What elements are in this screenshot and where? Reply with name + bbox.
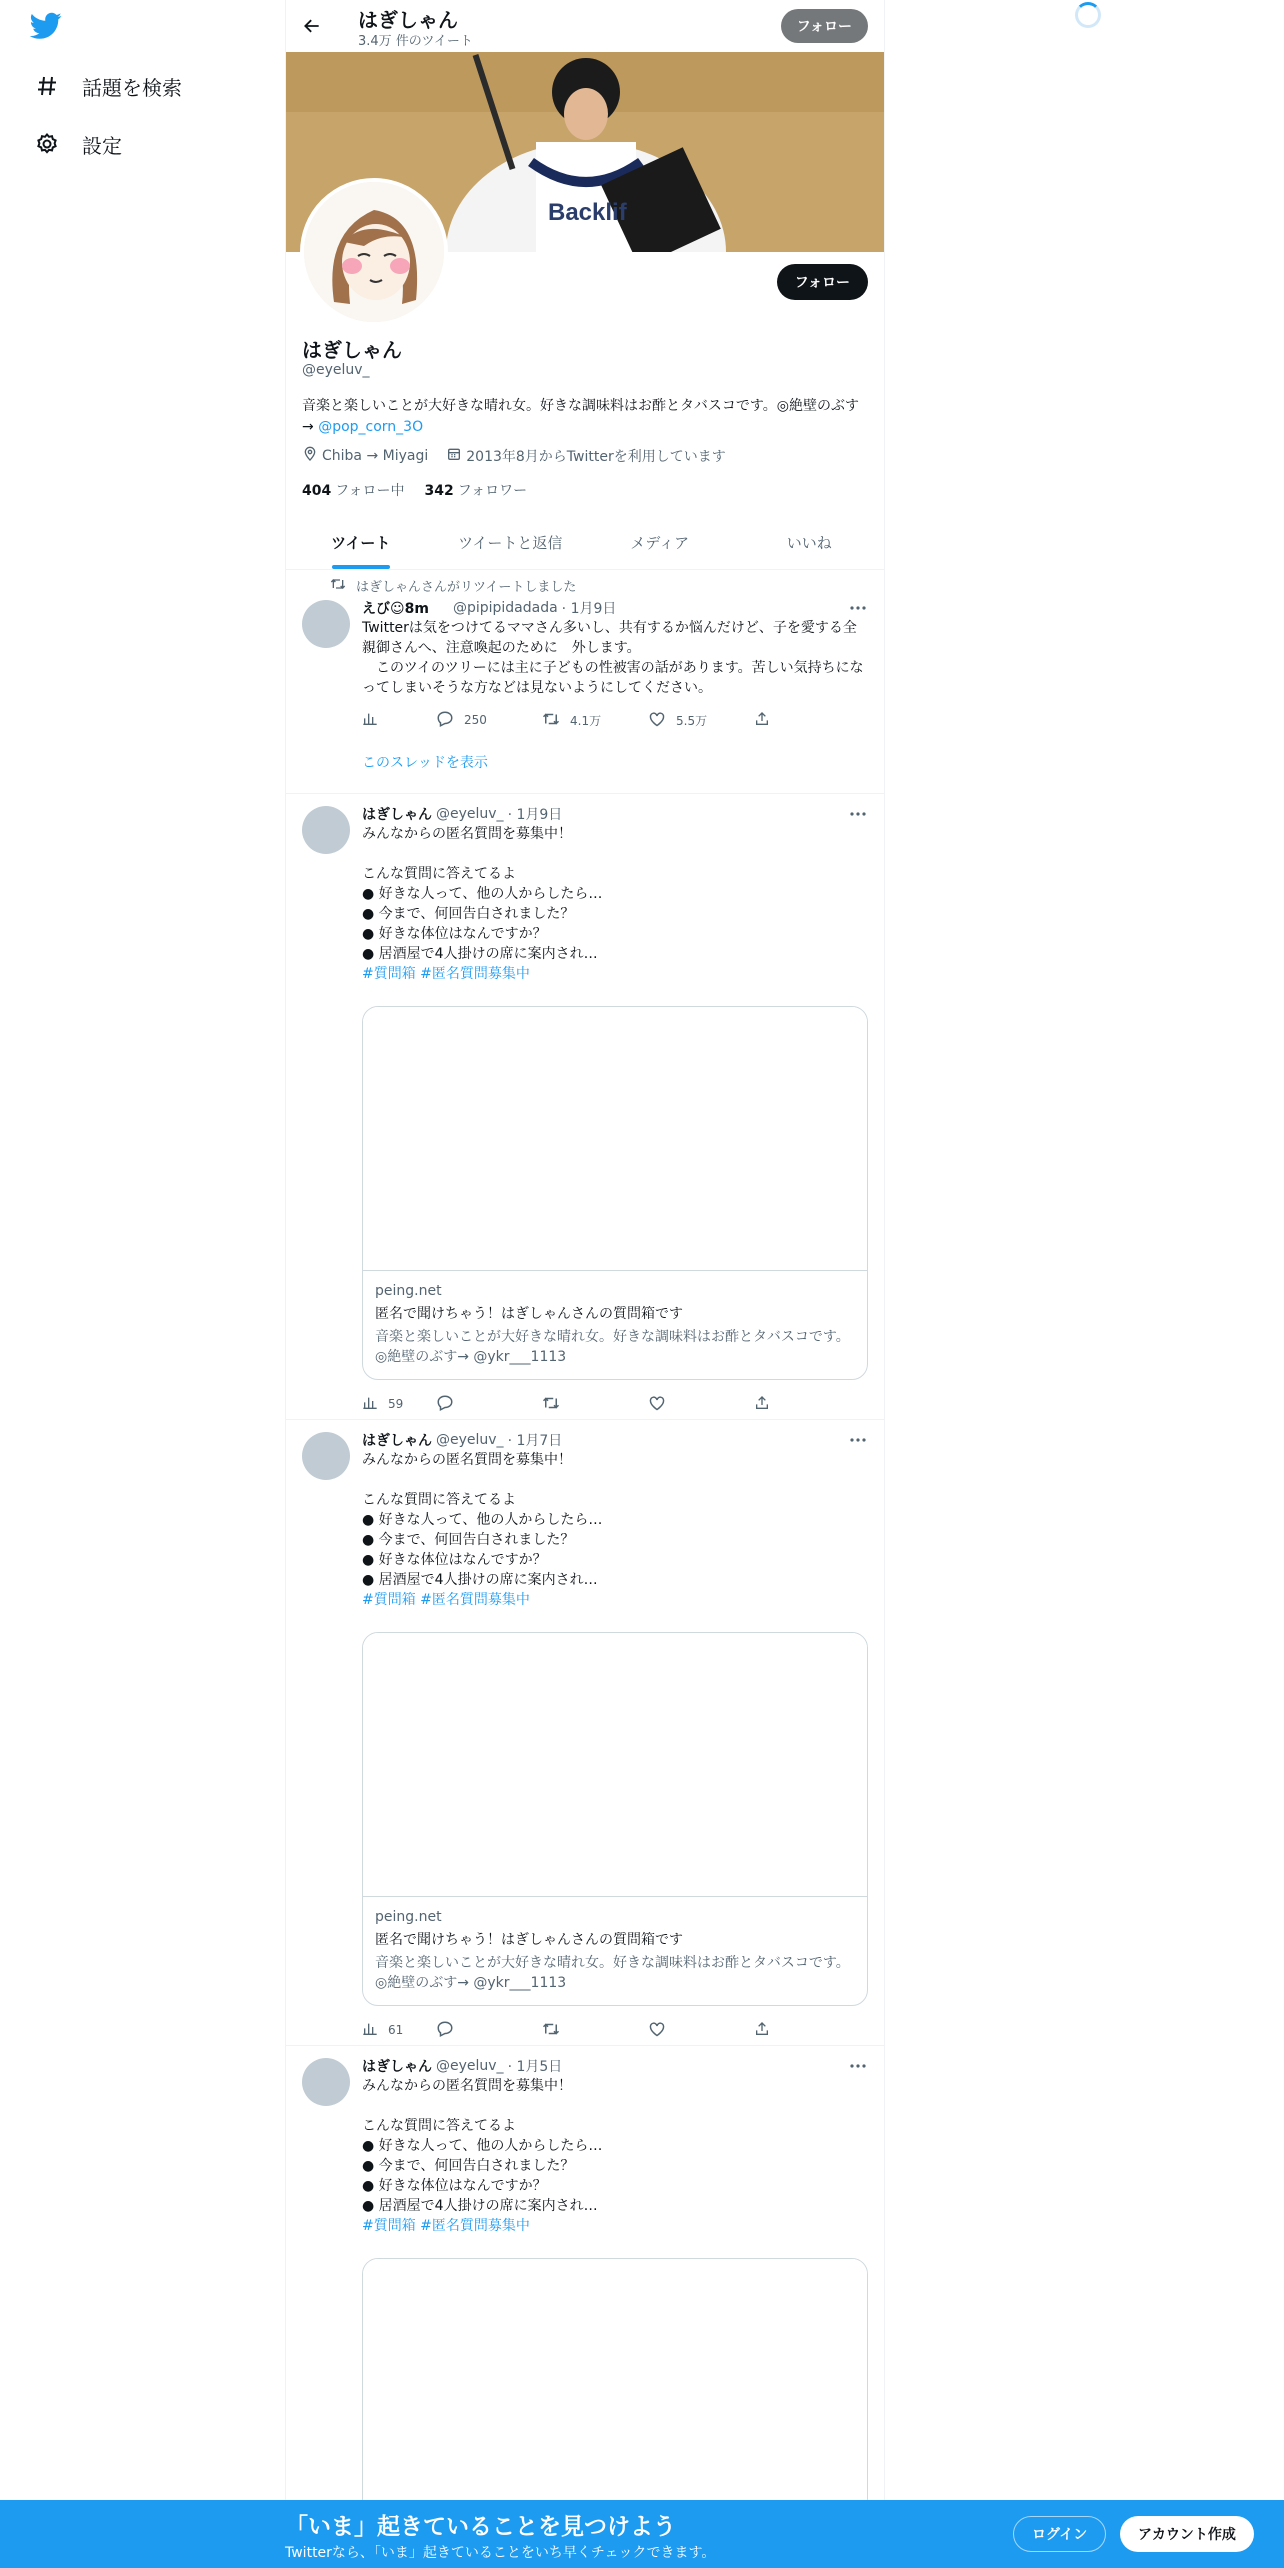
- link-card[interactable]: [362, 1006, 868, 1380]
- profile-tabs: [286, 516, 884, 570]
- tweet-author-handle[interactable]: @pipipidadada: [452, 600, 558, 616]
- heart-icon: [648, 711, 666, 730]
- heart-icon: [648, 1395, 666, 1414]
- retweet-button[interactable]: [542, 711, 648, 730]
- link-card-description: 音楽と楽しいことが大好きな晴れ女。好きな調味料はお酢とタバスコです。◎絶壁のぶす→ @ykr___1113: [375, 1955, 850, 1991]
- follow-button[interactable]: フォロー: [777, 264, 868, 300]
- loading-spinner-icon: [1075, 2, 1101, 28]
- link-card-title: 匿名で聞けちゃう！はぎしゃんさんの質問箱です: [375, 1306, 683, 1322]
- tweet-date[interactable]: · 1月9日: [507, 807, 563, 823]
- tweet-actions: [362, 710, 868, 730]
- more-options-icon[interactable]: [848, 804, 868, 824]
- tweet-author-handle[interactable]: @eyeluv_: [436, 1432, 504, 1448]
- tweet-item[interactable]: [286, 1420, 884, 2046]
- reply-button[interactable]: [436, 710, 542, 731]
- share-icon: [754, 711, 770, 730]
- tweet-author-name[interactable]: はぎしゃん: [362, 2059, 432, 2075]
- signup-button[interactable]: アカウント作成: [1120, 2516, 1254, 2552]
- link-card-title: 匿名で聞けちゃう！はぎしゃんさんの質問箱です: [375, 1932, 683, 1948]
- following-count: 404: [302, 483, 332, 499]
- bio-text: 音楽と楽しいことが大好きな晴れ女。好きな調味料はお酢とタバスコです。◎絶壁のぶす→: [302, 398, 859, 435]
- reply-count: 250: [464, 713, 487, 727]
- nav-settings[interactable]: [32, 124, 122, 164]
- nav-explore[interactable]: [32, 66, 182, 106]
- tweet-header: [362, 1430, 868, 1450]
- followers-link[interactable]: [425, 480, 528, 500]
- avatar[interactable]: [302, 600, 350, 648]
- share-button[interactable]: [754, 1395, 860, 1414]
- show-thread-link[interactable]: このスレッドを表示: [362, 755, 488, 771]
- more-options-icon[interactable]: [848, 2056, 868, 2076]
- profile-column: [285, 0, 885, 2500]
- left-navigation: [0, 0, 285, 2500]
- tweet-body: [362, 598, 868, 772]
- share-button[interactable]: [754, 711, 860, 730]
- hashtag-link[interactable]: #質問箱 #匿名質問募集中: [362, 2218, 530, 2234]
- retweet-context-text: はぎしゃんさんがリツイートしました: [356, 580, 577, 595]
- retweet-icon: [330, 577, 356, 595]
- heart-icon: [648, 2021, 666, 2040]
- reply-icon: [436, 710, 454, 731]
- location-pin-icon: [302, 446, 322, 466]
- reply-icon: [436, 1394, 454, 1415]
- tweet-item[interactable]: [286, 570, 884, 794]
- tweet-body: [362, 1430, 868, 2040]
- profile-joined: [446, 446, 725, 466]
- reply-icon: [436, 2020, 454, 2041]
- retweet-count: 4.1万: [570, 713, 602, 728]
- hashtag-icon: [32, 71, 62, 101]
- link-card[interactable]: [362, 1632, 868, 2006]
- like-button[interactable]: [648, 2021, 754, 2040]
- retweet-button[interactable]: [542, 2021, 648, 2040]
- twitter-logo-icon[interactable]: [30, 12, 66, 42]
- nav-settings-label: 設定: [82, 133, 122, 158]
- retweet-context: [330, 576, 576, 595]
- signup-banner-subtitle: Twitterなら、「いま」起きていることをいち早くチェックできます。: [285, 2545, 716, 2561]
- like-button[interactable]: [648, 1395, 754, 1414]
- link-card-image: [363, 1007, 867, 1271]
- link-card-domain: peing.net: [375, 1909, 442, 1925]
- tweet-actions: [362, 2020, 868, 2040]
- views-button[interactable]: [362, 711, 436, 730]
- retweet-icon: [542, 2021, 560, 2040]
- tab-likes[interactable]: いいね: [786, 534, 832, 552]
- analytics-icon: [362, 1395, 378, 1414]
- link-card[interactable]: [362, 2258, 868, 2500]
- profile-header-bar: [286, 0, 884, 52]
- views-count: 61: [388, 2023, 404, 2037]
- tweet-text: みんなからの匿名質問を募集中！ こんな質問に答えてるよ ● 好きな人って、他の人からしたら… ● 今まで、何回告白されました？ ● 好きな体位はなんですか？ ● 居酒屋で4人掛けの席に案内され…: [362, 2078, 603, 2214]
- link-card-image: [363, 1633, 867, 1897]
- profile-avatar[interactable]: [300, 178, 448, 326]
- following-link[interactable]: [302, 480, 405, 500]
- profile-name: はぎしゃん: [302, 338, 402, 362]
- following-label: フォロー中: [335, 483, 405, 499]
- location-text: Chiba → Miyagi: [322, 448, 429, 464]
- bio-mention-link[interactable]: @pop_corn_3O: [318, 419, 424, 435]
- hashtag-link[interactable]: #質問箱 #匿名質問募集中: [362, 966, 530, 982]
- profile-stats: [302, 480, 547, 500]
- avatar[interactable]: [302, 2058, 350, 2106]
- like-count: 5.5万: [676, 713, 708, 728]
- tab-tweets-and-replies[interactable]: ツイートと返信: [458, 534, 563, 552]
- avatar[interactable]: [302, 806, 350, 854]
- tweet-date[interactable]: · 1月9日: [561, 601, 617, 617]
- tweet-header: [362, 804, 868, 824]
- reply-button[interactable]: [436, 1394, 542, 1415]
- tweet-header: [362, 2056, 868, 2076]
- calendar-icon: [446, 446, 466, 466]
- tweet-text: みんなからの匿名質問を募集中！ こんな質問に答えてるよ ● 好きな人って、他の人からしたら… ● 今まで、何回告白されました？ ● 好きな体位はなんですか？ ● 居酒屋で4人掛けの席に案内され…: [362, 1452, 603, 1588]
- views-button[interactable]: [362, 2021, 436, 2040]
- share-button[interactable]: [754, 2021, 860, 2040]
- views-button[interactable]: [362, 1395, 436, 1414]
- tweet-author-handle[interactable]: @eyeluv_: [436, 806, 504, 822]
- more-options-icon[interactable]: [848, 598, 868, 618]
- reply-button[interactable]: [436, 2020, 542, 2041]
- tweet-text: みんなからの匿名質問を募集中！ こんな質問に答えてるよ ● 好きな人って、他の人からしたら… ● 今まで、何回告白されました？ ● 好きな体位はなんですか？ ● 居酒屋で4人掛けの席に案内され…: [362, 826, 603, 962]
- tweet-author-name[interactable]: えび☺8m: [362, 601, 429, 617]
- analytics-icon: [362, 711, 378, 730]
- more-options-icon[interactable]: [848, 1430, 868, 1450]
- profile-meta: [302, 446, 744, 466]
- tweet-header: [362, 598, 868, 618]
- tweet-author-name[interactable]: はぎしゃん: [362, 1433, 432, 1449]
- tweet-text: Twitterは気をつけてるママさん多いし、共有するか悩んだけど、子を愛する全親御さんへ、注意喚起のために 外します。 このツイのツリーには主に子どもの性被害の話があります。苦しい気持ちになってしまいそうな方などは見ないようにしてください。: [362, 620, 864, 696]
- profile-location: [302, 446, 428, 466]
- tweet-body: [362, 804, 868, 1414]
- tweet-item[interactable]: [286, 2046, 884, 2500]
- views-count: 59: [388, 1397, 404, 1411]
- tweet-author-name[interactable]: はぎしゃん: [362, 807, 432, 823]
- retweet-icon: [542, 1395, 560, 1414]
- followers-label: フォロワー: [457, 483, 528, 499]
- link-card-image: [363, 2259, 867, 2500]
- back-arrow-icon[interactable]: [300, 14, 324, 38]
- link-card-domain: peing.net: [375, 1283, 442, 1299]
- tweet-item[interactable]: [286, 794, 884, 1420]
- tweet-author-handle[interactable]: @eyeluv_: [436, 2058, 504, 2074]
- profile-bio: [302, 396, 868, 438]
- like-button[interactable]: [648, 711, 754, 730]
- avatar[interactable]: [302, 1432, 350, 1480]
- header-tweet-count: 3.4万 件のツイート: [358, 34, 473, 49]
- retweet-icon: [542, 711, 560, 730]
- tweet-actions: [362, 1394, 868, 1414]
- tweet-date[interactable]: · 1月7日: [507, 1433, 563, 1449]
- header-profile-name: はぎしゃん: [358, 8, 458, 32]
- followers-count: 342: [424, 483, 454, 499]
- share-icon: [754, 1395, 770, 1414]
- tweet-date[interactable]: · 1月5日: [507, 2059, 563, 2075]
- hashtag-link[interactable]: #質問箱 #匿名質問募集中: [362, 1592, 530, 1608]
- link-card-description: 音楽と楽しいことが大好きな晴れ女。好きな調味料はお酢とタバスコです。◎絶壁のぶす→ @ykr___1113: [375, 1329, 850, 1365]
- gear-icon: [32, 129, 62, 159]
- retweet-button[interactable]: [542, 1395, 648, 1414]
- header-follow-button[interactable]: フォロー: [781, 9, 868, 43]
- signup-banner-title: 「いま」起きていることを見つけよう: [285, 2514, 676, 2540]
- profile-handle: @eyeluv_: [302, 362, 370, 378]
- share-icon: [754, 2021, 770, 2040]
- svg-text:Backlif: Backlif: [548, 199, 627, 226]
- analytics-icon: [362, 2021, 378, 2040]
- nav-explore-label: 話題を検索: [82, 75, 182, 100]
- signup-banner: [0, 2500, 1284, 2568]
- joined-text: 2013年8月からTwitterを利用しています: [466, 449, 726, 465]
- tab-media[interactable]: メディア: [630, 534, 690, 552]
- login-button[interactable]: ログイン: [1013, 2516, 1106, 2552]
- tweet-body: [362, 2056, 868, 2500]
- tab-tweets[interactable]: ツイート: [286, 516, 436, 569]
